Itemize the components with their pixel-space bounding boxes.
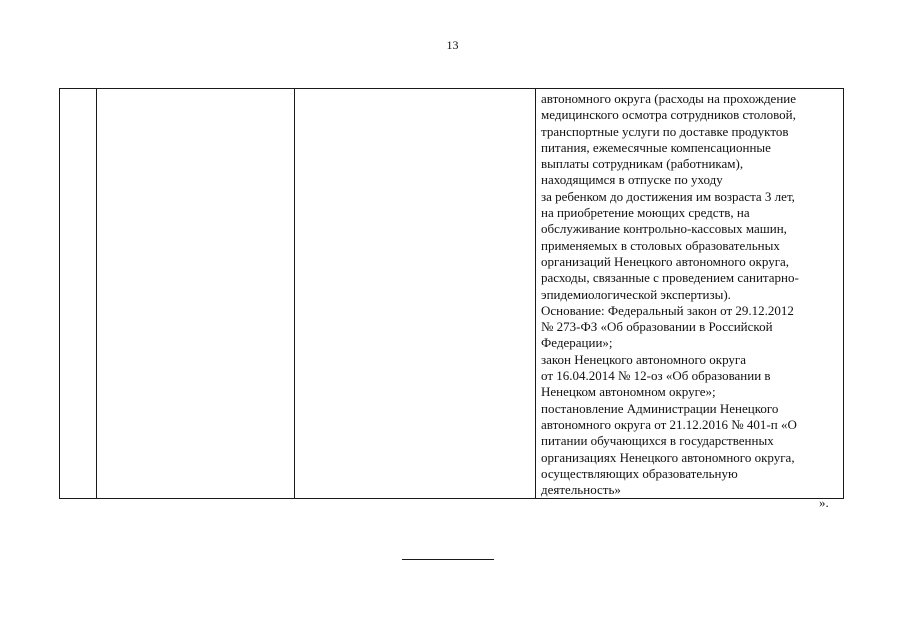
description-line: выплаты сотрудникам (работникам),: [541, 156, 744, 172]
description-line: медицинского осмотра сотрудников столовой,: [541, 107, 796, 123]
description-line: обслуживание контрольно-кассовых машин,: [541, 221, 787, 237]
description-line: питании обучающихся в государственных: [541, 433, 774, 449]
table-cell-code: [295, 89, 536, 499]
description-line: питания, ежемесячные компенсационные: [541, 139, 771, 155]
description-line: расходы, связанные с проведением санитарно-: [541, 270, 799, 286]
closing-quote-mark: ».: [819, 495, 829, 510]
description-line: транспортные услуги по доставке продуктов: [541, 123, 789, 139]
description-line: автономного округа (расходы на прохождение: [541, 91, 797, 106]
document-table: [59, 88, 844, 499]
description-line: от 16.04.2014 № 12-оз «Об образовании в: [541, 368, 771, 384]
description-line: деятельность»: [541, 482, 621, 498]
description-line: автономного округа от 21.12.2016 № 401-п «О: [541, 416, 797, 432]
description-line: постановление Администрации Ненецкого: [541, 400, 779, 416]
description-line: организаций Ненецкого автономного округа,: [541, 253, 790, 269]
description-text: [536, 89, 843, 498]
table-cell-number: [60, 89, 97, 499]
table-cell-name: [97, 89, 295, 499]
description-line: Ненецком автономном округе»;: [541, 384, 716, 400]
description-line: организациях Ненецкого автономного округа,: [541, 449, 795, 465]
table-cell-description: [536, 89, 844, 499]
description-line: на приобретение моющих средств, на: [541, 205, 750, 221]
description-line: Основание: Федеральный закон от 29.12.2012: [541, 302, 794, 318]
description-line: находящимся в отпуске по уходу: [541, 172, 723, 188]
description-line: № 273-ФЗ «Об образовании в Российской: [541, 319, 773, 335]
description-line: применяемых в столовых образовательных: [541, 237, 780, 253]
footer-separator-line: [402, 559, 494, 560]
table-row: [60, 89, 844, 499]
description-line: за ребенком до достижения им возраста 3 лет,: [541, 188, 795, 204]
description-line: Федерации»;: [541, 335, 613, 351]
description-line: осуществляющих образовательную: [541, 465, 738, 481]
description-line: эпидемиологической экспертизы).: [541, 286, 731, 302]
description-line: закон Ненецкого автономного округа: [541, 351, 747, 367]
page-number: 13: [446, 38, 459, 52]
